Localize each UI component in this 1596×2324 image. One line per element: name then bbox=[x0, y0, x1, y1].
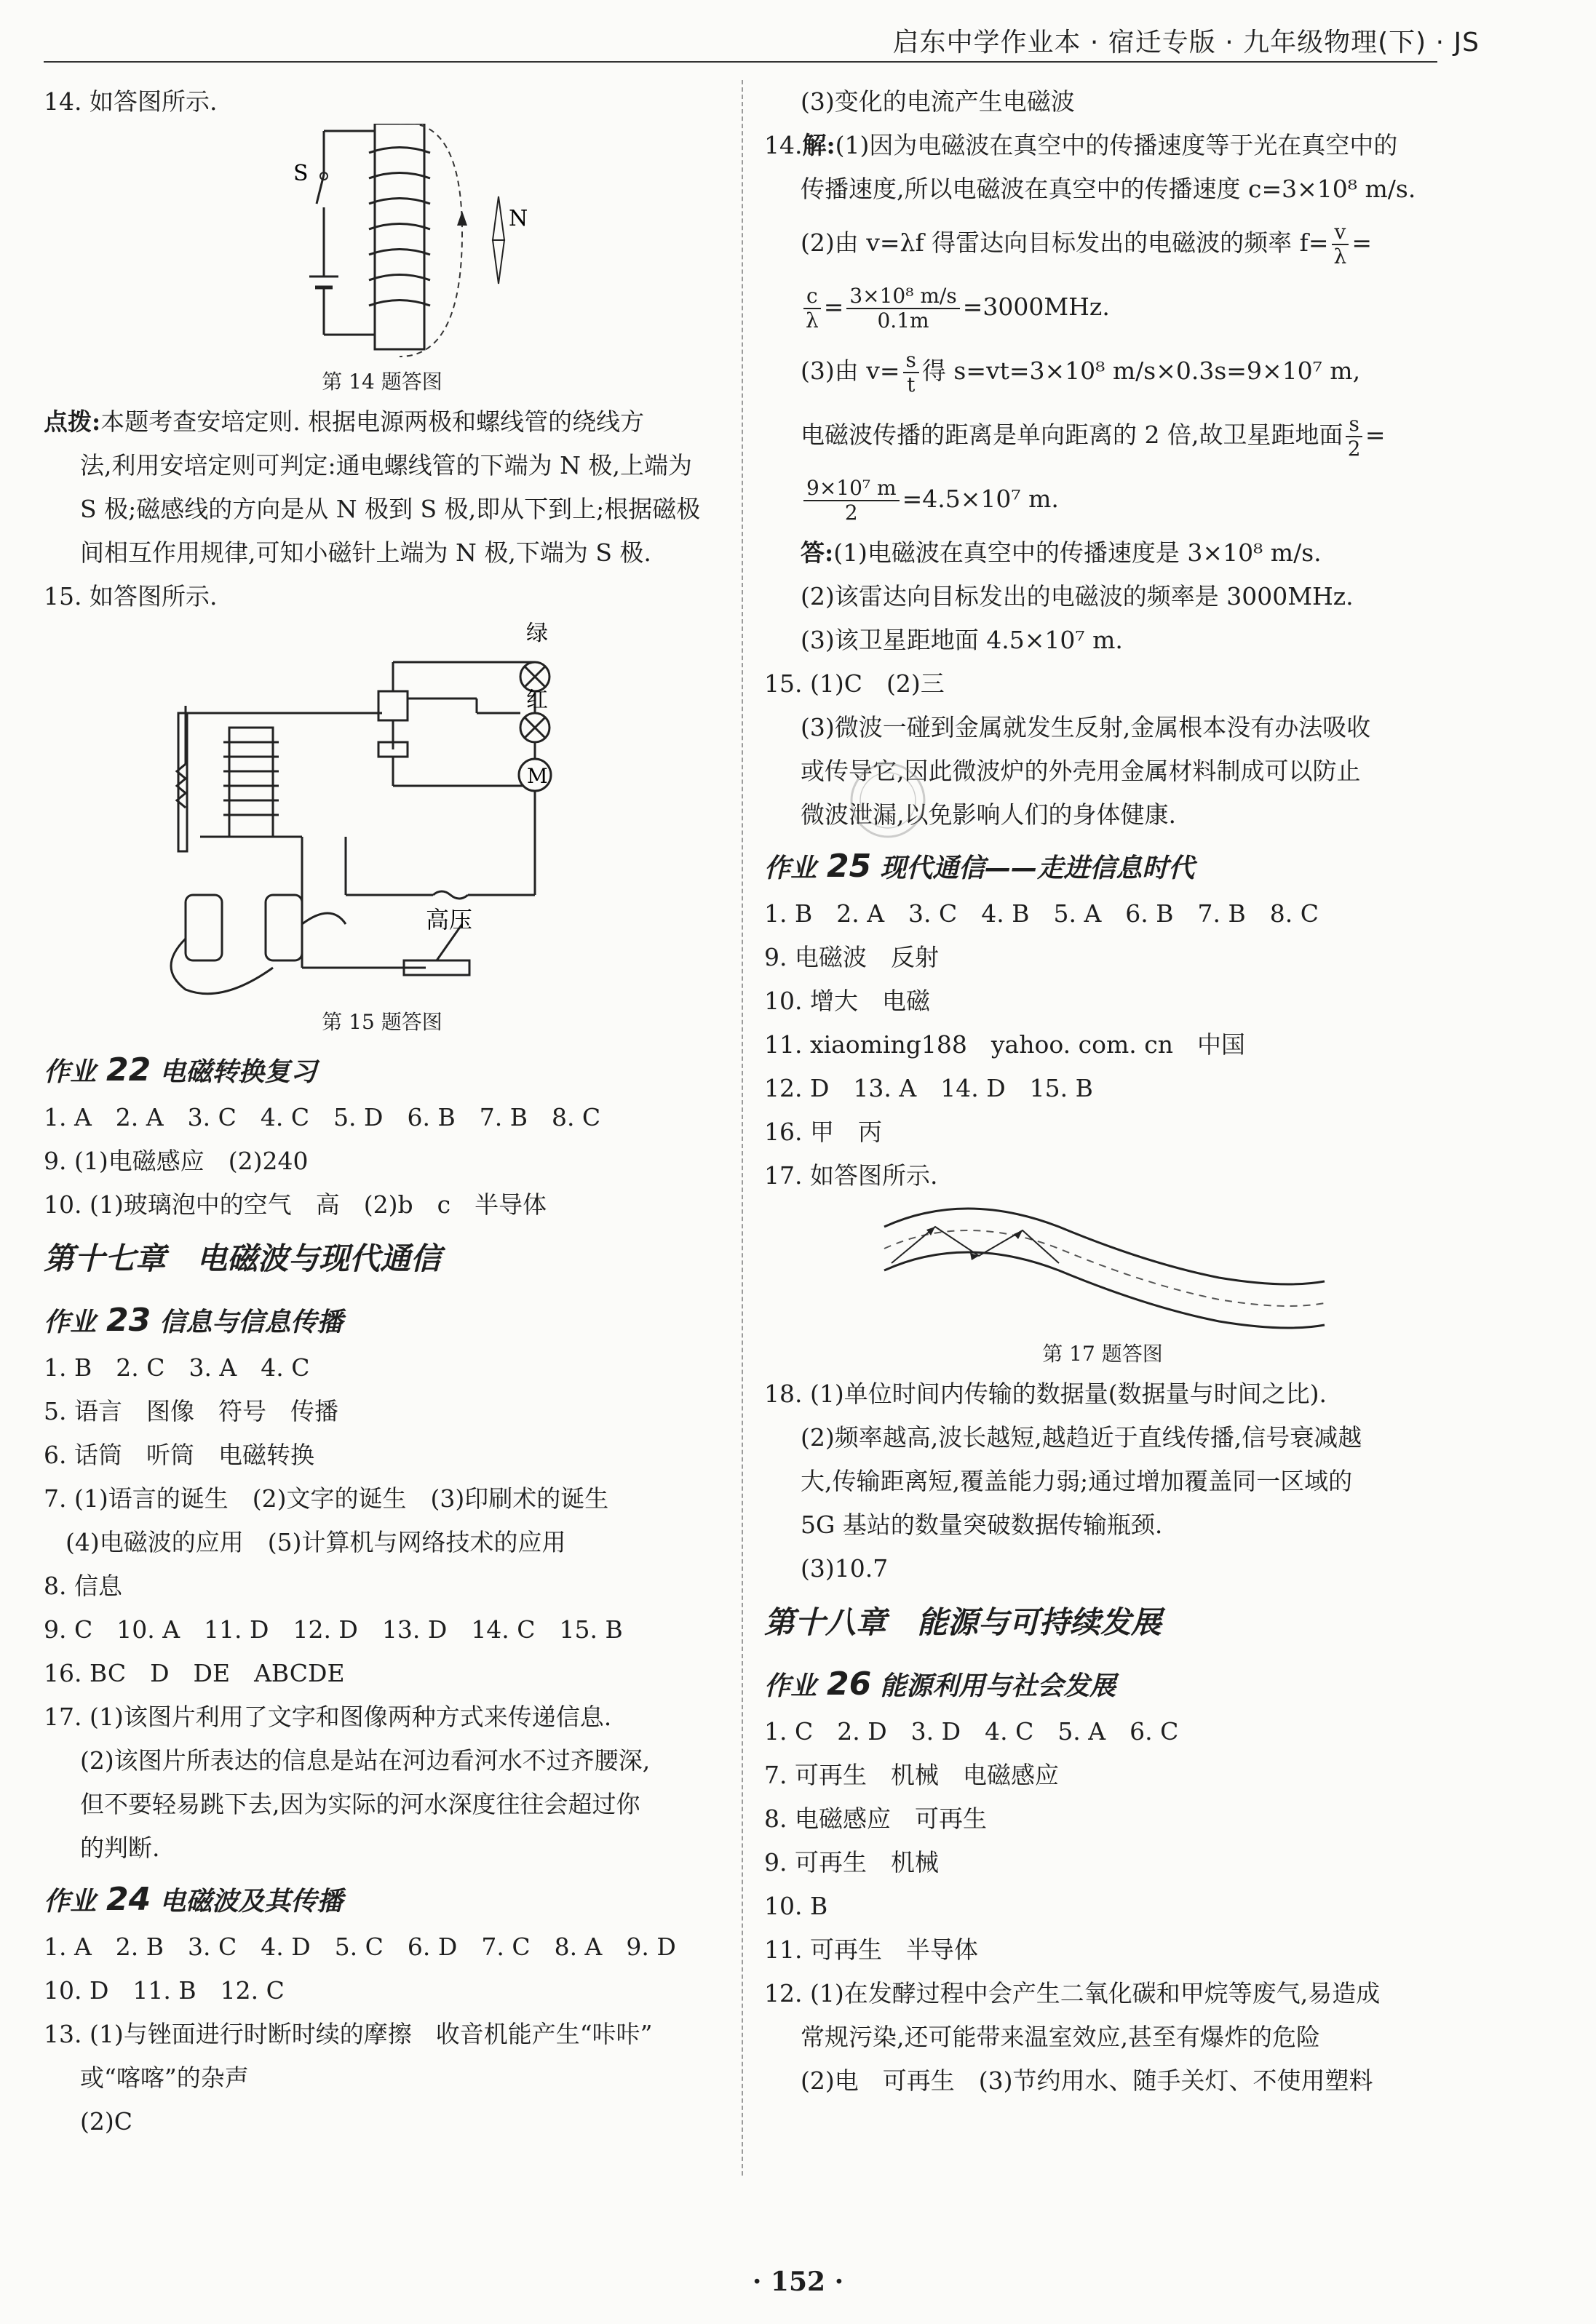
hw23-line: 的判断. bbox=[80, 1834, 160, 1862]
hw25-line: 11. xiaoming188 yahoo. com. cn 中国 bbox=[764, 1030, 1245, 1059]
q18-line: (2)频率越高,波长越短,越趋近于直线传播,信号衰减越 bbox=[801, 1423, 1362, 1452]
hw23-line: 16. BC D DE ABCDE bbox=[44, 1659, 345, 1687]
hw24-line: 13. (1)与锉面进行时断时续的摩擦 收音机能产生“咔咔” bbox=[44, 2020, 653, 2048]
hw25-line: 12. D 13. A 14. D 15. B bbox=[764, 1074, 1093, 1102]
q15-line: 15. (1)C (2)三 bbox=[764, 669, 945, 698]
hw23-line: 但不要轻易跳下去,因为实际的河水深度往往会超过你 bbox=[80, 1790, 640, 1818]
q14-line-5: (3)由 v= $\frac{s}{t}$ 得 s=vt=3×10⁸ m/s×0.3s=9×10⁷ m, bbox=[801, 348, 1361, 397]
hw26-line: 11. 可再生 半导体 bbox=[764, 1935, 978, 1964]
q14-intro: 14. 如答图所示. bbox=[44, 87, 218, 116]
q15-line: (3)微波一碰到金属就发生反射,金属根本没有办法吸收 bbox=[801, 713, 1371, 741]
hw24-line: 1. A 2. B 3. C 4. D 5. C 6. D 7. C 8. A 9. D bbox=[44, 1933, 676, 1961]
r-line-0: (3)变化的电流产生电磁波 bbox=[801, 87, 1075, 116]
tip-line-4: 间相互作用规律,可知小磁针上端为 N 极,下端为 S 极. bbox=[80, 538, 651, 567]
hw26-line: 12. (1)在发酵过程中会产生二氧化碳和甲烷等废气,易造成 bbox=[764, 1979, 1381, 2007]
motor-label: M bbox=[527, 764, 548, 788]
hw23-heading: 作业 23 信息与信息传播 bbox=[44, 1302, 344, 1339]
answer-line-3: (3)该卫星距地面 4.5×10⁷ m. bbox=[801, 626, 1123, 654]
hw22-line: 9. (1)电磁感应 (2)240 bbox=[44, 1147, 309, 1175]
hw22-line: 10. (1)玻璃泡中的空气 高 (2)b c 半导体 bbox=[44, 1190, 547, 1219]
q15-intro: 15. 如答图所示. bbox=[44, 582, 218, 610]
column-divider bbox=[742, 80, 744, 2176]
hw23-line: 1. B 2. C 3. A 4. C bbox=[44, 1353, 310, 1382]
q14-line-4: $\frac{c}{\lambda}$ = $\frac{\text{3×10⁸ m/s}}{0.1m}$ =3000MHz. bbox=[764, 275, 1441, 339]
q14-line-7: $\frac{\text{9×10⁷ m}}{2}$ =4.5×10⁷ m. bbox=[764, 467, 1441, 531]
figure-15-relay-circuit bbox=[156, 618, 608, 1004]
page-number: · 152 · bbox=[752, 2267, 844, 2297]
right-column bbox=[764, 80, 1441, 2103]
q18-line: 5G 基站的数量突破数据传输瓶颈. bbox=[801, 1511, 1163, 1539]
chapter-18-title: 第十八章 能源与可持续发展 bbox=[764, 1604, 1162, 1640]
q15-line: 或传导它,因此微波炉的外壳用金属材料制成可以防止 bbox=[801, 757, 1361, 785]
tip-line-1: 点拨:本题考查安培定则. 根据电源两极和螺线管的绕线方 bbox=[44, 407, 645, 436]
hw23-line: (4)电磁波的应用 (5)计算机与网络技术的应用 bbox=[65, 1528, 566, 1556]
q14-line-3: (2)由 v=λf 得雷达向目标发出的电磁波的频率 f= $\frac{v}{\lambda}$ = bbox=[801, 220, 1372, 268]
figure-14-solenoid bbox=[229, 124, 535, 364]
hw23-line: 5. 语言 图像 符号 传播 bbox=[44, 1397, 338, 1425]
hw24-line: 或“喀喀”的杂声 bbox=[80, 2064, 249, 2092]
hw26-line: 1. C 2. D 3. D 4. C 5. A 6. C bbox=[764, 1717, 1179, 1746]
answer-line-1: 答:(1)电磁波在真空中的传播速度是 3×10⁸ m/s. bbox=[801, 538, 1322, 567]
header-rule bbox=[44, 61, 1437, 63]
hw26-line: (2)电 可再生 (3)节约用水、随手关灯、不使用塑料 bbox=[801, 2066, 1373, 2095]
q18-line: 18. (1)单位时间内传输的数据量(数据量与时间之比). bbox=[764, 1380, 1327, 1408]
hw26-heading: 作业 26 能源利用与社会发展 bbox=[764, 1666, 1116, 1703]
hw23-line: (2)该图片所表达的信息是站在河边看河水不过齐腰深, bbox=[80, 1746, 651, 1775]
q14-line-2: 传播速度,所以电磁波在真空中的传播速度 c=3×10⁸ m/s. bbox=[801, 175, 1416, 203]
hw26-line: 9. 可再生 机械 bbox=[764, 1848, 939, 1877]
figure-17-optical-fiber bbox=[877, 1198, 1328, 1336]
figure-14-caption: 第 14 题答图 bbox=[322, 370, 442, 394]
figure-15-caption: 第 15 题答图 bbox=[322, 1010, 442, 1034]
tip-line-2: 法,利用安培定则可判定:通电螺线管的下端为 N 极,上端为 bbox=[80, 451, 692, 479]
hw25-line: 16. 甲 丙 bbox=[764, 1118, 882, 1146]
tip-label: 点拨: bbox=[44, 407, 101, 436]
answer-line-2: (2)该雷达向目标发出的电磁波的频率是 3000MHz. bbox=[801, 582, 1354, 610]
high-voltage-label: 高压 bbox=[426, 906, 473, 934]
hw25-line: 17. 如答图所示. bbox=[764, 1161, 938, 1190]
hw25-line: 9. 电磁波 反射 bbox=[764, 943, 939, 971]
hw23-line: 9. C 10. A 11. D 12. D 13. D 14. C 15. B bbox=[44, 1615, 623, 1644]
watermark-stamp-icon bbox=[837, 757, 939, 844]
hw23-line: 17. (1)该图片利用了文字和图像两种方式来传递信息. bbox=[44, 1703, 612, 1731]
q18-line: (3)10.7 bbox=[801, 1554, 889, 1583]
hw24-line: 10. D 11. B 12. C bbox=[44, 1976, 285, 2005]
hw22-heading: 作业 22 电磁转换复习 bbox=[44, 1051, 317, 1089]
chapter-17-title: 第十七章 电磁波与现代通信 bbox=[44, 1241, 442, 1276]
hw25-heading: 作业 25 现代通信——走进信息时代 bbox=[764, 848, 1195, 885]
q14-line-1: 14.解:(1)因为电磁波在真空中的传播速度等于光在真空中的 bbox=[764, 131, 1398, 159]
hw26-line: 7. 可再生 机械 电磁感应 bbox=[764, 1761, 1059, 1789]
hw24-heading: 作业 24 电磁波及其传播 bbox=[44, 1881, 344, 1918]
lamp-green-label: 绿 bbox=[526, 621, 548, 646]
tip-line-3: S 极;磁感线的方向是从 N 极到 S 极,即从下到上;根据磁极 bbox=[80, 495, 701, 523]
lamp-red-label: 红 bbox=[526, 688, 548, 713]
needle-n-label: N bbox=[509, 206, 528, 231]
q18-line: 大,传输距离短,覆盖能力弱;通过增加覆盖同一区域的 bbox=[801, 1467, 1353, 1495]
figure-17-caption: 第 17 题答图 bbox=[1042, 1342, 1163, 1366]
hw23-line: 8. 信息 bbox=[44, 1572, 122, 1600]
hw24-line: (2)C bbox=[80, 2107, 132, 2136]
hw25-line: 1. B 2. A 3. C 4. B 5. A 6. B 7. B 8. C bbox=[764, 899, 1319, 928]
switch-label: S bbox=[293, 161, 309, 186]
hw23-line: 7. (1)语言的诞生 (2)文字的诞生 (3)印刷术的诞生 bbox=[44, 1484, 609, 1513]
hw22-line: 1. A 2. A 3. C 4. C 5. D 6. B 7. B 8. C bbox=[44, 1103, 601, 1131]
q15-line: 微波泄漏,以免影响人们的身体健康. bbox=[801, 800, 1176, 829]
hw26-line: 10. B bbox=[764, 1892, 828, 1920]
q14-line-6: 电磁波传播的距离是单向距离的 2 倍,故卫星距地面 $\frac{s}{2}$ = bbox=[801, 412, 1386, 461]
hw26-line: 常规污染,还可能带来温室效应,甚至有爆炸的危险 bbox=[801, 2023, 1320, 2051]
hw23-line: 6. 话筒 听筒 电磁转换 bbox=[44, 1441, 314, 1469]
hw25-line: 10. 增大 电磁 bbox=[764, 987, 930, 1015]
hw26-line: 8. 电磁感应 可再生 bbox=[764, 1804, 987, 1833]
left-column bbox=[44, 80, 720, 2144]
running-header: 启东中学作业本 · 宿迁专版 · 九年级物理(下) · JS bbox=[892, 28, 1480, 57]
